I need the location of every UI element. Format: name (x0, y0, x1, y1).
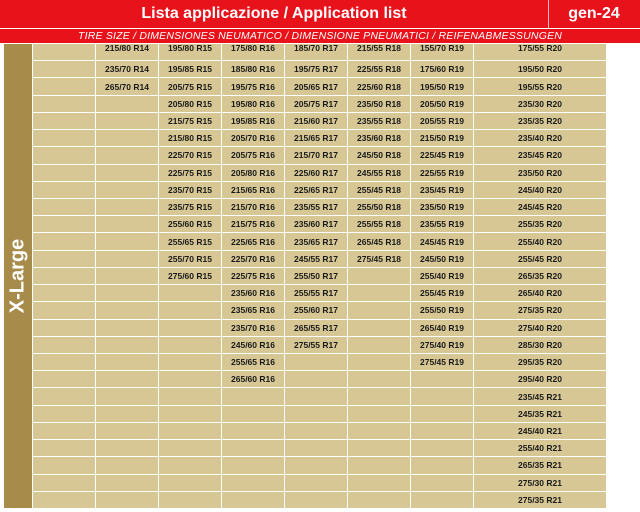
table-cell (96, 475, 158, 491)
table-cell: 235/50 R19 (411, 199, 473, 215)
table-cell (33, 475, 95, 491)
table-cell: 275/35 R20 (474, 302, 606, 318)
table-cell: 215/50 R19 (411, 130, 473, 146)
size-category-text: X-Large (6, 238, 29, 314)
table-cell: 235/60 R17 (285, 216, 347, 232)
table-cell: 225/65 R16 (222, 233, 284, 249)
table-cell (33, 147, 95, 163)
table-cell: 215/70 R16 (222, 199, 284, 215)
table-cell (348, 492, 410, 508)
table-cell: 175/60 R19 (411, 61, 473, 77)
table-cell: 205/80 R15 (159, 96, 221, 112)
table-cell: 245/40 R21 (474, 423, 606, 439)
table-cell (33, 406, 95, 422)
table-cell: 245/40 R20 (474, 182, 606, 198)
table-cell: 205/55 R19 (411, 113, 473, 129)
table-cell: 255/45 R19 (411, 285, 473, 301)
table-cell: 255/60 R15 (159, 216, 221, 232)
table-cell (348, 440, 410, 456)
table-cell: 255/60 R17 (285, 302, 347, 318)
tire-size-table (33, 44, 639, 508)
table-cell: 245/50 R18 (348, 147, 410, 163)
table-cell (348, 337, 410, 353)
table-cell (96, 440, 158, 456)
table-cell: 215/60 R17 (285, 113, 347, 129)
table-cell (96, 216, 158, 232)
table-cell: 215/80 R15 (159, 130, 221, 146)
table-cell: 235/50 R18 (348, 96, 410, 112)
table-cell: 245/55 R18 (348, 165, 410, 181)
table-cell (411, 492, 473, 508)
table-cell: 255/55 R18 (348, 216, 410, 232)
table-cell (33, 130, 95, 146)
table-cell: 255/45 R20 (474, 251, 606, 267)
table-cell (348, 285, 410, 301)
table-cell (159, 406, 221, 422)
table-cell (411, 388, 473, 404)
table-cell: 245/55 R17 (285, 251, 347, 267)
table-cell: 275/45 R18 (348, 251, 410, 267)
table-cell: 225/70 R16 (222, 251, 284, 267)
table-cell: 235/65 R17 (285, 233, 347, 249)
table-cell (96, 406, 158, 422)
table-cell (222, 423, 284, 439)
table-cell (285, 475, 347, 491)
table-cell: 185/70 R17 (285, 44, 347, 60)
table-cell: 235/55 R17 (285, 199, 347, 215)
table-cell: 225/75 R16 (222, 268, 284, 284)
table-cell: 225/55 R18 (348, 61, 410, 77)
table-cell: 215/55 R18 (348, 44, 410, 60)
table-cell: 235/30 R20 (474, 96, 606, 112)
table-cell: 185/80 R16 (222, 61, 284, 77)
table-cell (96, 371, 158, 387)
table-cell (411, 457, 473, 473)
table-cell (33, 354, 95, 370)
table-cell: 235/75 R15 (159, 199, 221, 215)
page-title: Lista applicazione / Application list (141, 5, 407, 22)
table-cell: 215/70 R17 (285, 147, 347, 163)
table-cell (33, 251, 95, 267)
table-cell: 225/65 R17 (285, 182, 347, 198)
table-cell: 215/75 R15 (159, 113, 221, 129)
table-cell: 275/35 R21 (474, 492, 606, 508)
table-cell (159, 388, 221, 404)
table-cell (96, 337, 158, 353)
table-cell (96, 268, 158, 284)
table-cell: 235/55 R18 (348, 113, 410, 129)
table-cell (222, 457, 284, 473)
table-cell (159, 457, 221, 473)
table-cell (285, 388, 347, 404)
table-cell (348, 354, 410, 370)
table-cell (33, 165, 95, 181)
table-cell (33, 371, 95, 387)
table-cell (411, 371, 473, 387)
table-cell (159, 492, 221, 508)
table-cell: 255/50 R17 (285, 268, 347, 284)
subheader-bar (0, 29, 640, 43)
table-cell (411, 423, 473, 439)
table-cell (96, 457, 158, 473)
table-cell: 295/35 R20 (474, 354, 606, 370)
table-cell: 235/35 R20 (474, 113, 606, 129)
table-cell (411, 406, 473, 422)
table-cell (222, 388, 284, 404)
table-cell (96, 320, 158, 336)
table-cell: 225/70 R15 (159, 147, 221, 163)
table-cell (285, 492, 347, 508)
title-divider (548, 0, 549, 28)
table-cell (33, 423, 95, 439)
table-cell: 265/40 R19 (411, 320, 473, 336)
table-cell (222, 406, 284, 422)
table-cell (348, 423, 410, 439)
table-cell (96, 130, 158, 146)
table-cell (411, 440, 473, 456)
table-cell: 195/75 R17 (285, 61, 347, 77)
table-cell (96, 251, 158, 267)
table-cell (348, 268, 410, 284)
size-category-label (4, 44, 32, 508)
table-cell: 175/80 R16 (222, 44, 284, 60)
table-cell (348, 475, 410, 491)
table-cell: 245/60 R16 (222, 337, 284, 353)
table-cell: 245/50 R19 (411, 251, 473, 267)
table-cell: 205/65 R17 (285, 78, 347, 94)
table-cell: 285/30 R20 (474, 337, 606, 353)
table-cell (96, 285, 158, 301)
table-cell: 235/45 R21 (474, 388, 606, 404)
table-cell: 215/65 R16 (222, 182, 284, 198)
table-cell: 195/55 R20 (474, 78, 606, 94)
table-cell (96, 388, 158, 404)
table-cell (159, 440, 221, 456)
table-cell (159, 337, 221, 353)
table-cell: 265/35 R21 (474, 457, 606, 473)
table-cell: 235/50 R20 (474, 165, 606, 181)
table-cell: 255/40 R19 (411, 268, 473, 284)
table-cell: 245/35 R21 (474, 406, 606, 422)
table-cell (285, 354, 347, 370)
table-cell: 275/30 R21 (474, 475, 606, 491)
table-cell: 155/70 R19 (411, 44, 473, 60)
table-cell: 195/50 R19 (411, 78, 473, 94)
table-cell (33, 182, 95, 198)
table-cell: 175/55 R20 (474, 44, 606, 60)
table-cell: 235/45 R19 (411, 182, 473, 198)
table-cell: 255/40 R20 (474, 233, 606, 249)
table-cell: 265/40 R20 (474, 285, 606, 301)
table-cell: 215/65 R17 (285, 130, 347, 146)
table-cell (33, 233, 95, 249)
table-cell: 275/45 R19 (411, 354, 473, 370)
table-cell: 265/35 R20 (474, 268, 606, 284)
table-cell: 235/65 R16 (222, 302, 284, 318)
table-cell (33, 199, 95, 215)
table-cell (159, 285, 221, 301)
table-cell: 235/60 R18 (348, 130, 410, 146)
table-cell: 265/60 R16 (222, 371, 284, 387)
table-cell: 225/75 R15 (159, 165, 221, 181)
table-cell: 265/55 R17 (285, 320, 347, 336)
table-cell: 255/50 R19 (411, 302, 473, 318)
subheader-text: TIRE SIZE / DIMENSIONES NEUMATICO / DIMENSIONE PNEUMATICI / REIFENABMESSUNGEN (78, 30, 563, 42)
table-cell (348, 457, 410, 473)
table-cell (222, 475, 284, 491)
table-cell (348, 371, 410, 387)
table-cell (96, 147, 158, 163)
table-cell (96, 233, 158, 249)
table-cell: 265/70 R14 (96, 78, 158, 94)
table-cell (96, 492, 158, 508)
table-cell (285, 457, 347, 473)
table-cell (33, 320, 95, 336)
table-cell (159, 475, 221, 491)
table-cell: 255/40 R21 (474, 440, 606, 456)
table-cell (33, 388, 95, 404)
table-cell: 225/60 R18 (348, 78, 410, 94)
table-cell (33, 302, 95, 318)
table-cell: 215/80 R14 (96, 44, 158, 60)
table-cell (96, 199, 158, 215)
table-cell (96, 165, 158, 181)
table-cell (33, 44, 95, 60)
table-cell: 205/75 R15 (159, 78, 221, 94)
table-cell: 235/70 R16 (222, 320, 284, 336)
table-cell (96, 423, 158, 439)
table-cell: 195/85 R16 (222, 113, 284, 129)
table-cell: 225/55 R19 (411, 165, 473, 181)
table-cell: 225/60 R17 (285, 165, 347, 181)
table-cell (33, 268, 95, 284)
table-cell: 255/65 R15 (159, 233, 221, 249)
table-cell (33, 113, 95, 129)
table-cell (33, 285, 95, 301)
table-cell (159, 371, 221, 387)
table-cell (96, 302, 158, 318)
table-cell: 235/60 R16 (222, 285, 284, 301)
table-cell: 255/70 R15 (159, 251, 221, 267)
table-cell (222, 492, 284, 508)
table-cell: 235/40 R20 (474, 130, 606, 146)
table-cell (285, 371, 347, 387)
document-code: gen-24 (568, 5, 620, 22)
table-cell (33, 440, 95, 456)
title-bar (0, 0, 640, 28)
table-cell: 205/80 R16 (222, 165, 284, 181)
table-cell (348, 320, 410, 336)
table-cell (33, 61, 95, 77)
table-cell: 235/45 R20 (474, 147, 606, 163)
table-cell: 195/80 R16 (222, 96, 284, 112)
table-cell (348, 302, 410, 318)
table-cell: 275/60 R15 (159, 268, 221, 284)
table-cell (159, 320, 221, 336)
table-cell (96, 113, 158, 129)
table-cell: 235/55 R19 (411, 216, 473, 232)
table-cell (159, 302, 221, 318)
table-cell: 205/75 R16 (222, 147, 284, 163)
table-cell: 235/70 R15 (159, 182, 221, 198)
table-cell: 255/65 R16 (222, 354, 284, 370)
table-cell (96, 354, 158, 370)
table-cell: 205/75 R17 (285, 96, 347, 112)
table-cell (285, 423, 347, 439)
table-cell (33, 96, 95, 112)
table-cell (96, 182, 158, 198)
table-cell: 245/45 R20 (474, 199, 606, 215)
table-cell: 295/40 R20 (474, 371, 606, 387)
table-cell (348, 388, 410, 404)
table-cell: 205/70 R16 (222, 130, 284, 146)
table-cell (96, 96, 158, 112)
table-cell: 265/45 R18 (348, 233, 410, 249)
table-cell (159, 354, 221, 370)
table-cell (285, 440, 347, 456)
table-cell: 255/35 R20 (474, 216, 606, 232)
table-cell: 215/75 R16 (222, 216, 284, 232)
table-cell: 255/45 R18 (348, 182, 410, 198)
table-cell: 195/75 R16 (222, 78, 284, 94)
table-cell (348, 406, 410, 422)
table-cell (285, 406, 347, 422)
table-cell (222, 440, 284, 456)
table-cell (33, 492, 95, 508)
table-cell (411, 475, 473, 491)
table-cell: 235/70 R14 (96, 61, 158, 77)
table-cell: 255/50 R18 (348, 199, 410, 215)
table-cell: 225/45 R19 (411, 147, 473, 163)
table-cell (159, 423, 221, 439)
table-cell (33, 78, 95, 94)
table-cell: 245/45 R19 (411, 233, 473, 249)
table-cell: 275/55 R17 (285, 337, 347, 353)
table-cell (33, 216, 95, 232)
table-cell: 195/50 R20 (474, 61, 606, 77)
table-cell: 195/80 R15 (159, 44, 221, 60)
table-cell: 195/85 R15 (159, 61, 221, 77)
table-cell: 275/40 R19 (411, 337, 473, 353)
table-cell (33, 337, 95, 353)
table-cell: 255/55 R17 (285, 285, 347, 301)
table-cell (33, 457, 95, 473)
table-cell: 205/50 R19 (411, 96, 473, 112)
table-cell: 275/40 R20 (474, 320, 606, 336)
